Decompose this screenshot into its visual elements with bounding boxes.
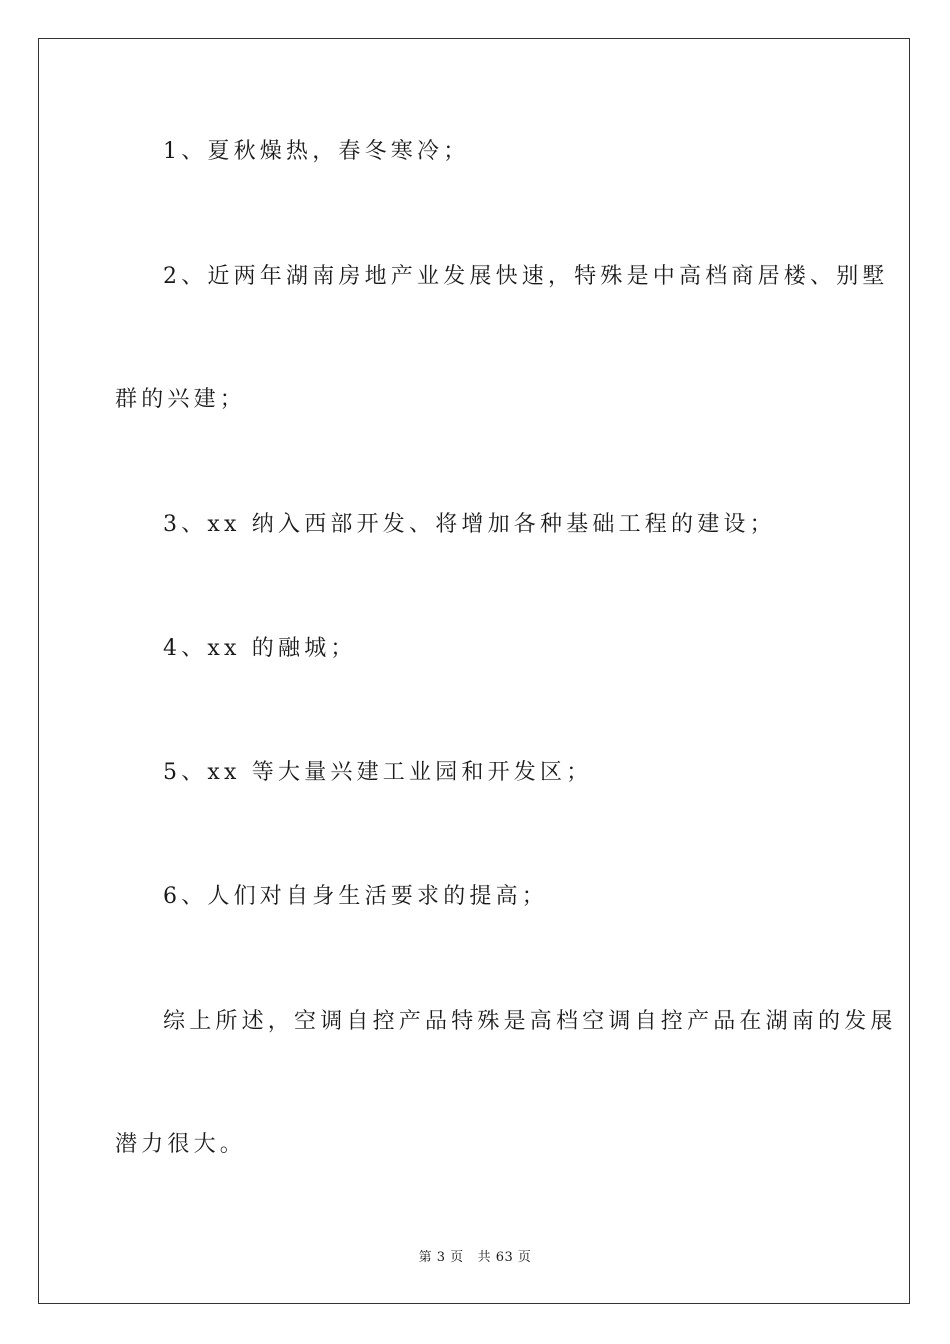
paragraph-line-7: 6、人们对自身生活要求的提高；	[163, 884, 548, 909]
paragraph-line-1: 1、夏秋燥热，春冬寒冷；	[163, 139, 470, 164]
page-total: 共 63 页	[477, 1250, 532, 1265]
paragraph-line-3: 群的兴建；	[115, 387, 247, 412]
page-number: 第 3 页	[418, 1250, 464, 1265]
paragraph-line-2: 2、近两年湖南房地产业发展快速，特殊是中高档商居楼、别墅	[163, 264, 889, 289]
paragraph-line-8: 综上所述，空调自控产品特殊是高档空调自控产品在湖南的发展	[163, 1009, 897, 1034]
paragraph-line-4: 3、xx 纳入西部开发、将增加各种基础工程的建设；	[163, 512, 776, 537]
page-frame	[38, 38, 910, 1304]
paragraph-line-6: 5、xx 等大量兴建工业园和开发区；	[163, 760, 593, 785]
paragraph-line-5: 4、xx 的融城；	[163, 636, 357, 661]
page-footer	[0, 1246, 950, 1265]
paragraph-line-9: 潜力很大。	[115, 1132, 247, 1157]
